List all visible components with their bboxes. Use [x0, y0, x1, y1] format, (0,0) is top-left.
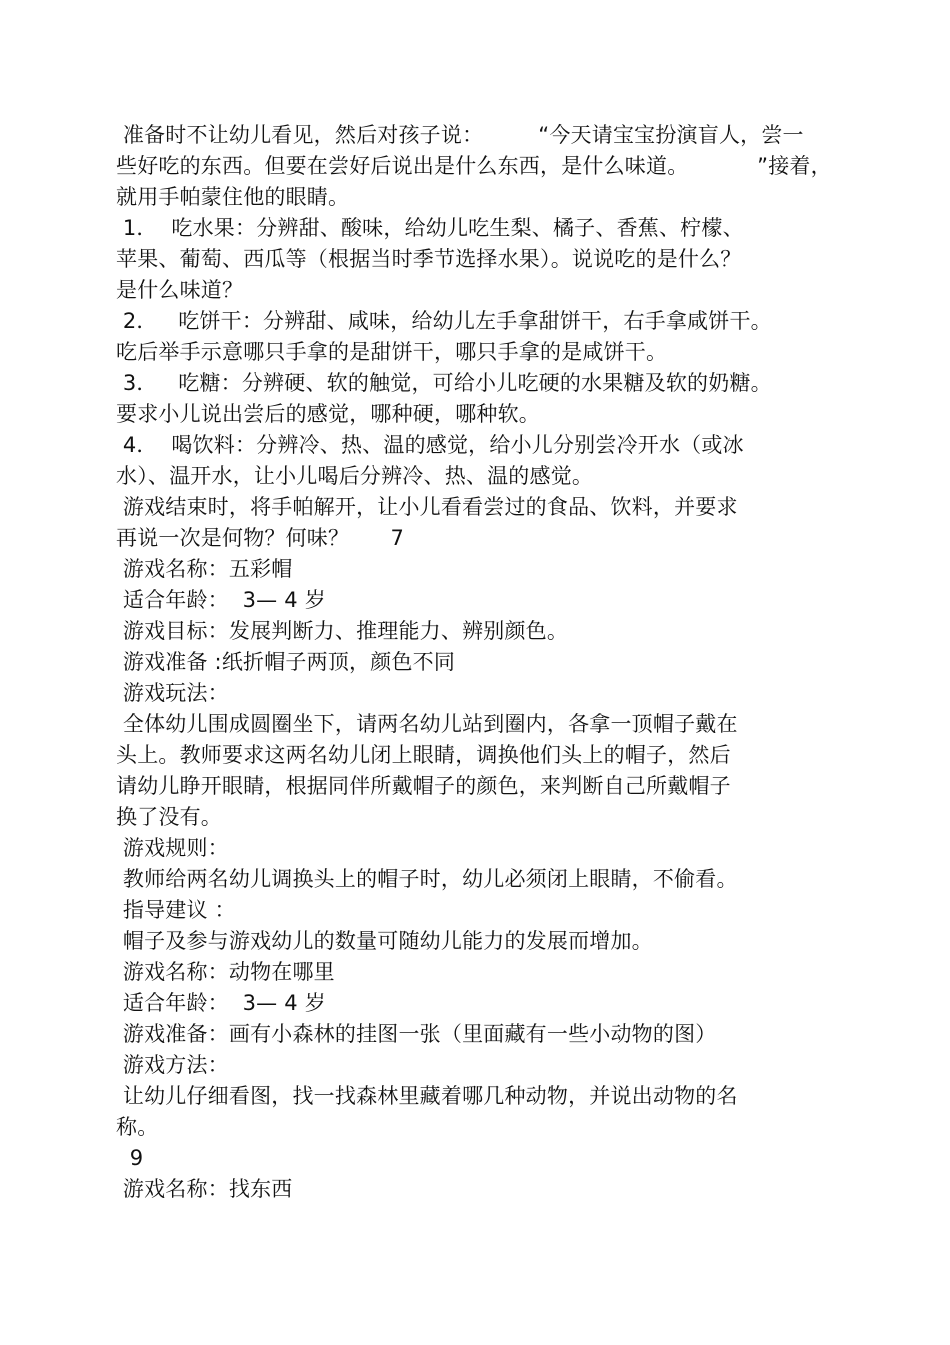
text-line: 再说一次是何物？何味？ 7 [116, 526, 405, 550]
text-line: 就用手帕蒙住他的眼睛。 [116, 185, 350, 209]
text-line: 苹果、葡萄、西瓜等（根据当时季节选择水果）。说说吃的是什么？ [116, 247, 742, 271]
text-line: 要求小儿说出尝后的感觉，哪种硬，哪种软。 [116, 402, 540, 426]
text-line: 游戏名称：动物在哪里 [116, 960, 335, 984]
text-line: 些好吃的东西。但要在尝好后说出是什么东西，是什么味道。 ”接着， [116, 154, 832, 178]
text-line: 全体幼儿围成圆圈坐下，请两名幼儿站到圈内，各拿一顶帽子戴在 [116, 712, 738, 736]
text-line: 游戏玩法： [116, 681, 229, 705]
text-line: 游戏结束时，将手帕解开，让小儿看看尝过的食品、饮料，并要求 [116, 495, 738, 519]
text-line: 指导建议 ： [116, 898, 236, 922]
text-line: 换了没有。 [116, 805, 222, 829]
text-line: 1． 吃水果：分辨甜、酸味，给幼儿吃生梨、橘子、香蕉、柠檬、 [116, 216, 744, 240]
text-line: 游戏方法： [116, 1053, 229, 1077]
text-line: 教师给两名幼儿调换头上的帽子时，幼儿必须闭上眼睛，不偷看。 [116, 867, 738, 891]
text-line: 是什么味道？ [116, 278, 244, 302]
text-line: 让幼儿仔细看图，找一找森林里藏着哪几种动物，并说出动物的名 [116, 1084, 738, 1108]
text-line: 游戏准备：画有小森林的挂图一张（里面藏有一些小动物的图） [116, 1022, 717, 1046]
page-number: 9 [116, 1146, 144, 1170]
text-line: 称。 [116, 1115, 159, 1139]
text-line: 4． 喝饮料：分辨冷、热、温的感觉，给小儿分别尝冷开水（或冰 [116, 433, 744, 457]
text-line: 游戏规则： [116, 836, 229, 860]
text-line: 游戏名称：五彩帽 [116, 557, 293, 581]
text-line: 游戏名称：找东西 [116, 1177, 293, 1201]
text-line: 帽子及参与游戏幼儿的数量可随幼儿能力的发展而增加。 [116, 929, 653, 953]
text-line: 游戏目标：发展判断力、推理能力、辨别颜色。 [116, 619, 569, 643]
text-line: 游戏准备 :纸折帽子两顶，颜色不同 [116, 650, 456, 674]
text-line: 适合年龄： 3— 4 岁 [116, 588, 326, 612]
text-line: 适合年龄： 3— 4 岁 [116, 991, 326, 1015]
text-line: 请幼儿睁开眼睛，根据同伴所戴帽子的颜色，来判断自己所戴帽子 [116, 774, 731, 798]
text-line: 2． 吃饼干：分辨甜、咸味，给幼儿左手拿甜饼干，右手拿咸饼干。 [116, 309, 772, 333]
text-line: 吃后举手示意哪只手拿的是甜饼干，哪只手拿的是咸饼干。 [116, 340, 668, 364]
text-line: 头上。教师要求这两名幼儿闭上眼睛，调换他们头上的帽子，然后 [116, 743, 731, 767]
text-line: 水）、温开水，让小儿喝后分辨冷、热、温的感觉。 [116, 464, 594, 488]
text-line: 3． 吃糖：分辨硬、软的触觉，可给小儿吃硬的水果糖及软的奶糖。 [116, 371, 772, 395]
text-line: 准备时不让幼儿看见，然后对孩子说： “今天请宝宝扮演盲人，尝一 [116, 123, 804, 147]
